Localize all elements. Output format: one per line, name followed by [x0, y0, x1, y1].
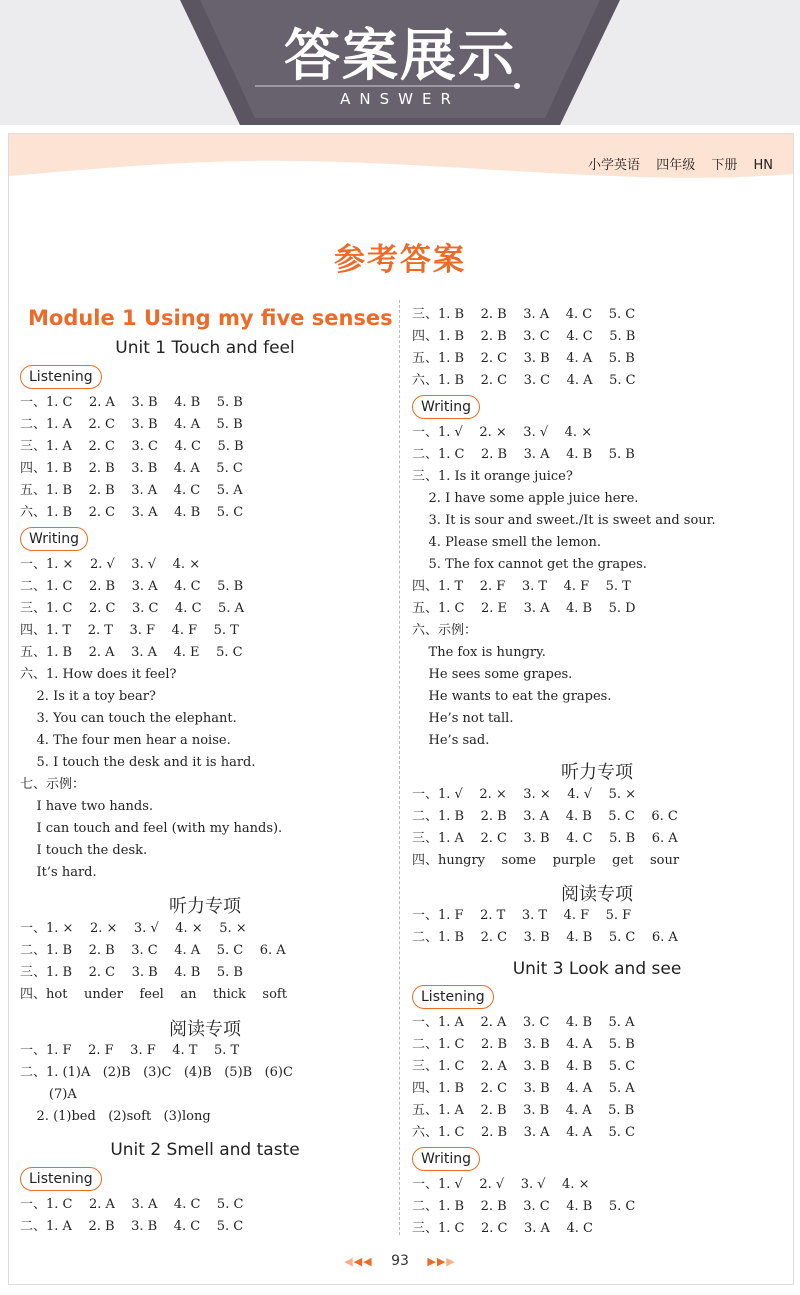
- answer-line: He’s sad.: [412, 733, 490, 748]
- answer-line: 一、1. F 2. T 3. T 4. F 5. F: [412, 908, 632, 923]
- header-grade: 四年级: [656, 158, 696, 173]
- unit3-title: Unit 3 Look and see: [512, 959, 682, 979]
- answer-line: 一、1. F 2. F 3. F 4. T 5. T: [20, 1043, 240, 1058]
- answer-line: 2. I have some apple juice here.: [412, 491, 639, 506]
- unit3-listening-label: Listening: [412, 985, 494, 1009]
- answer-line: 一、1. C 2. A 3. A 4. C 5. C: [20, 1197, 244, 1212]
- answer-line: I touch the desk.: [20, 843, 148, 858]
- answer-line: 四、1. T 2. T 3. F 4. F 5. T: [20, 623, 239, 638]
- prev-arrows-icon: ◀◀◀: [344, 1255, 373, 1268]
- unit3-writing-label: Writing: [412, 1147, 480, 1171]
- answer-line: 六、1. B 2. C 3. A 4. B 5. C: [20, 505, 244, 520]
- answer-line: It’s hard.: [20, 865, 97, 880]
- answer-line: 四、1. T 2. F 3. T 4. F 5. T: [412, 579, 631, 594]
- header-volume: 下册: [711, 158, 738, 173]
- answer-line: 三、1. A 2. C 3. C 4. C 5. B: [20, 439, 244, 454]
- answer-line: 五、1. B 2. A 3. A 4. E 5. C: [20, 645, 243, 660]
- answer-line: (7)A: [20, 1087, 77, 1102]
- column-divider: [399, 300, 400, 1235]
- answer-line: He sees some grapes.: [412, 667, 573, 682]
- answer-line: 六、1. B 2. C 3. C 4. A 5. C: [412, 373, 636, 388]
- unit2-writing-label: Writing: [412, 395, 480, 419]
- answer-line: 五、1. B 2. C 3. B 4. A 5. B: [412, 351, 635, 366]
- answer-line: 四、hot under feel an thick soft: [20, 987, 287, 1002]
- answer-line: 五、1. A 2. B 3. B 4. A 5. B: [412, 1103, 635, 1118]
- answer-line: 二、1. C 2. B 3. A 4. B 5. B: [412, 447, 635, 462]
- top-banner: [0, 0, 800, 125]
- answer-line: 四、1. B 2. B 3. C 4. C 5. B: [412, 329, 636, 344]
- answer-line: 四、hungry some purple get sour: [412, 853, 680, 868]
- answer-line: 5. I touch the desk and it is hard.: [20, 755, 256, 770]
- answer-line: 2. Is it a toy bear?: [20, 689, 156, 704]
- listening-label: Listening: [20, 365, 102, 389]
- writing-label: Writing: [20, 527, 88, 551]
- header-meta: [576, 154, 773, 173]
- answer-line: 六、示例：: [412, 623, 478, 638]
- next-arrows-icon: ▶▶▶: [427, 1255, 456, 1268]
- unit2-listening-label: Listening: [20, 1167, 102, 1191]
- answer-line: 一、1. √ 2. √ 3. √ 4. ×: [412, 1177, 590, 1192]
- answer-line: 四、1. B 2. C 3. B 4. A 5. A: [412, 1081, 635, 1096]
- page-footer: [0, 1253, 800, 1269]
- answer-line: I have two hands.: [20, 799, 154, 814]
- answer-line: He’s not tall.: [412, 711, 514, 726]
- answer-line: 三、1. B 2. C 3. B 4. B 5. B: [20, 965, 243, 980]
- answer-line: 三、1. A 2. C 3. B 4. C 5. B 6. A: [412, 831, 678, 846]
- answer-line: 五、1. C 2. E 3. A 4. B 5. D: [412, 601, 636, 616]
- answer-line: 三、1. C 2. A 3. B 4. B 5. C: [412, 1059, 636, 1074]
- banner-title: 答案展示: [284, 24, 516, 89]
- reading-special-title: 阅读专项: [169, 1019, 241, 1040]
- answer-line: 二、1. (1)A (2)B (3)C (4)B (5)B (6)C: [20, 1065, 293, 1080]
- answer-line: 三、1. B 2. B 3. A 4. C 5. C: [412, 307, 636, 322]
- answer-line: 一、1. √ 2. × 3. × 4. √ 5. ×: [412, 787, 637, 802]
- listening-special-title: 听力专项: [169, 896, 241, 917]
- unit1-title: Unit 1 Touch and feel: [115, 338, 295, 358]
- answer-line: 四、1. B 2. B 3. B 4. A 5. C: [20, 461, 243, 476]
- page-number: 93: [391, 1253, 409, 1269]
- answer-line: 3. It is sour and sweet./It is sweet and sour.: [412, 513, 716, 528]
- answer-line: 4. The four men hear a noise.: [20, 733, 231, 748]
- right-listening-special-title: 听力专项: [561, 762, 633, 783]
- answer-line: 2. (1)bed (2)soft (3)long: [20, 1109, 211, 1124]
- answer-line: 一、1. C 2. A 3. B 4. B 5. B: [20, 395, 243, 410]
- header-subject: 小学英语: [588, 158, 641, 173]
- unit2-title: Unit 2 Smell and taste: [110, 1140, 300, 1160]
- answer-line: The fox is hungry.: [412, 645, 546, 660]
- answer-line: 一、1. A 2. A 3. C 4. B 5. A: [412, 1015, 635, 1030]
- answer-line: He wants to eat the grapes.: [412, 689, 612, 704]
- answer-line: 二、1. A 2. C 3. B 4. A 5. B: [20, 417, 243, 432]
- answer-line: 二、1. C 2. B 3. B 4. A 5. B: [412, 1037, 635, 1052]
- answer-line: 二、1. C 2. B 3. A 4. C 5. B: [20, 579, 244, 594]
- answer-line: 六、1. How does it feel?: [20, 667, 177, 682]
- answer-line: 三、1. Is it orange juice?: [412, 469, 573, 484]
- answer-line: I can touch and feel (with my hands).: [20, 821, 283, 836]
- answer-line: 二、1. B 2. B 3. C 4. A 5. C 6. A: [20, 943, 286, 958]
- right-reading-special-title: 阅读专项: [561, 884, 633, 905]
- answer-line: 一、1. √ 2. × 3. √ 4. ×: [412, 425, 593, 440]
- banner-subtitle: ANSWER: [340, 90, 460, 108]
- answer-line: 二、1. B 2. B 3. A 4. B 5. C 6. C: [412, 809, 678, 824]
- module-title: Module 1 Using my five senses: [28, 306, 393, 330]
- answer-line: 二、1. B 2. C 3. B 4. B 5. C 6. A: [412, 930, 678, 945]
- answer-line: 七、示例：: [20, 777, 86, 792]
- answer-line: 五、1. B 2. B 3. A 4. C 5. A: [20, 483, 243, 498]
- answer-line: 5. The fox cannot get the grapes.: [412, 557, 647, 572]
- answer-line: 一、1. × 2. × 3. √ 4. × 5. ×: [20, 921, 247, 936]
- answer-line: 三、1. C 2. C 3. C 4. C 5. A: [20, 601, 244, 616]
- answer-line: 六、1. C 2. B 3. A 4. A 5. C: [412, 1125, 636, 1140]
- answer-line: 3. You can touch the elephant.: [20, 711, 237, 726]
- answer-line: 二、1. B 2. B 3. C 4. B 5. C: [412, 1199, 636, 1214]
- header-edition: HN: [753, 158, 773, 173]
- answer-line: 三、1. C 2. C 3. A 4. C: [412, 1221, 593, 1236]
- answer-line: 一、1. × 2. √ 3. √ 4. ×: [20, 557, 201, 572]
- answer-line: 二、1. A 2. B 3. B 4. C 5. C: [20, 1219, 244, 1234]
- answer-line: 4. Please smell the lemon.: [412, 535, 601, 550]
- main-title: 参考答案: [334, 242, 466, 278]
